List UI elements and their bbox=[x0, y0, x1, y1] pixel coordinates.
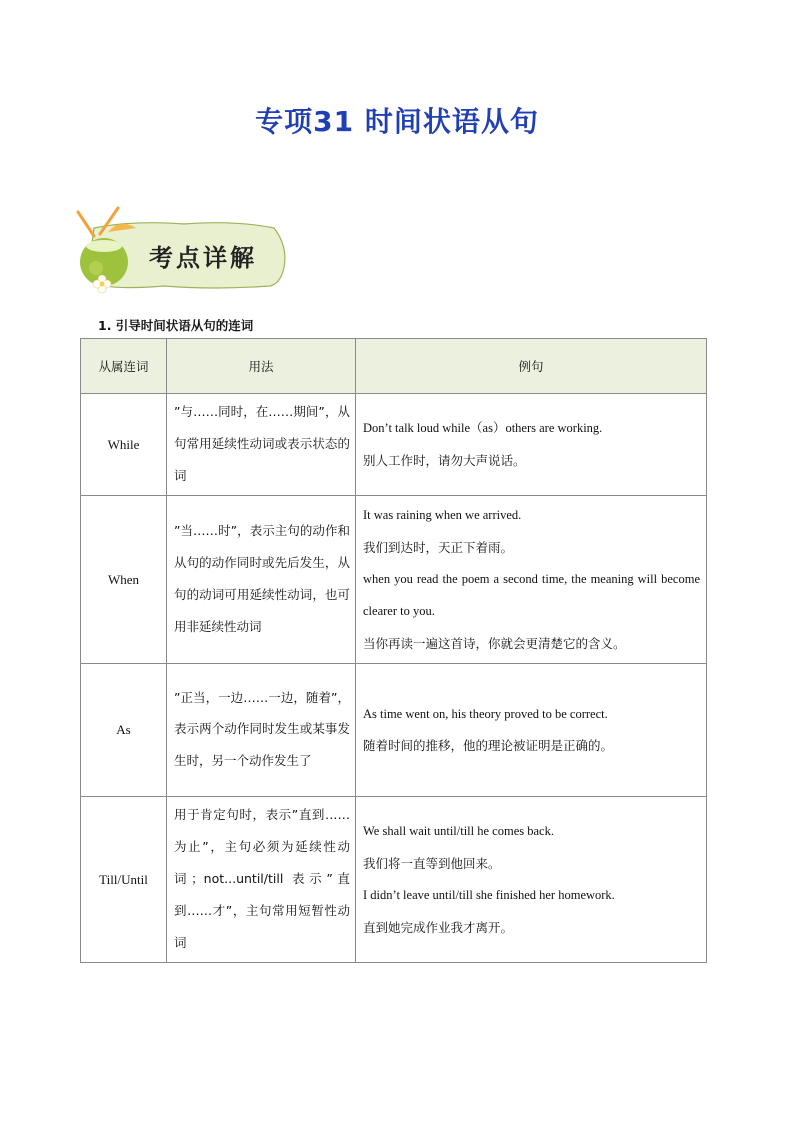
section-banner bbox=[74, 206, 292, 298]
section-heading: 1. 引导时间状语从句的连词 bbox=[98, 318, 254, 333]
usage-cell: 用于肯定句时，表示”直到……为止”，主句必须为延续性动词；not...until/till 表示”直到……才”，主句常用短暂性动词 bbox=[167, 797, 356, 963]
example-english: Don’t talk loud while（as）others are working. bbox=[363, 420, 603, 435]
examples-cell bbox=[356, 797, 707, 963]
page-title: 专项31 时间状语从句 bbox=[255, 105, 539, 138]
table-row bbox=[81, 394, 707, 496]
usage-cell: ”正当，一边……一边，随着”，表示两个动作同时发生或某事发生时，另一个动作发生了 bbox=[167, 664, 356, 797]
table-header-row bbox=[81, 339, 707, 394]
examples-cell bbox=[356, 664, 707, 797]
example-chinese: 我们到达时，天正下着雨。 bbox=[363, 540, 514, 556]
table-row bbox=[81, 664, 707, 797]
conjunction-cell: When bbox=[81, 496, 167, 664]
usage-cell: ”当……时”，表示主句的动作和从句的动作同时或先后发生，从句的动词可用延续性动词，也可用非延续性动词 bbox=[167, 496, 356, 664]
examples-cell bbox=[356, 394, 707, 496]
banner-label: 考点详解 bbox=[149, 244, 257, 272]
example-english: We shall wait until/till he comes back. bbox=[363, 824, 554, 839]
example-chinese: 别人工作时，请勿大声说话。 bbox=[363, 452, 526, 468]
example-english: As time went on, his theory proved to be correct. bbox=[363, 706, 608, 721]
example-english: I didn’t leave until/till she finished her homework. bbox=[363, 887, 615, 902]
conjunction-cell: While bbox=[81, 394, 167, 496]
header-usage: 用法 bbox=[167, 339, 356, 394]
example-chinese: 当你再读一遍这首诗，你就会更清楚它的含义。 bbox=[363, 635, 626, 651]
table-row bbox=[81, 496, 707, 664]
table-row bbox=[81, 797, 707, 963]
example-english: when you read the poem a second time, the meaning will become clearer to you. bbox=[363, 571, 700, 618]
example-english: It was raining when we arrived. bbox=[363, 508, 522, 523]
example-chinese: 随着时间的推移，他的理论被证明是正确的。 bbox=[363, 738, 614, 754]
conjunction-table bbox=[80, 338, 707, 963]
conjunction-cell: As bbox=[81, 664, 167, 797]
usage-cell: ”与……同时，在……期间”，从句常用延续性动词或表示状态的词 bbox=[167, 394, 356, 496]
header-conjunction: 从属连词 bbox=[81, 339, 167, 394]
examples-cell bbox=[356, 496, 707, 664]
header-examples: 例句 bbox=[356, 339, 707, 394]
example-chinese: 我们将一直等到他回来。 bbox=[363, 856, 501, 872]
example-chinese: 直到她完成作业我才离开。 bbox=[363, 919, 514, 935]
conjunction-cell: Till/Until bbox=[81, 797, 167, 963]
